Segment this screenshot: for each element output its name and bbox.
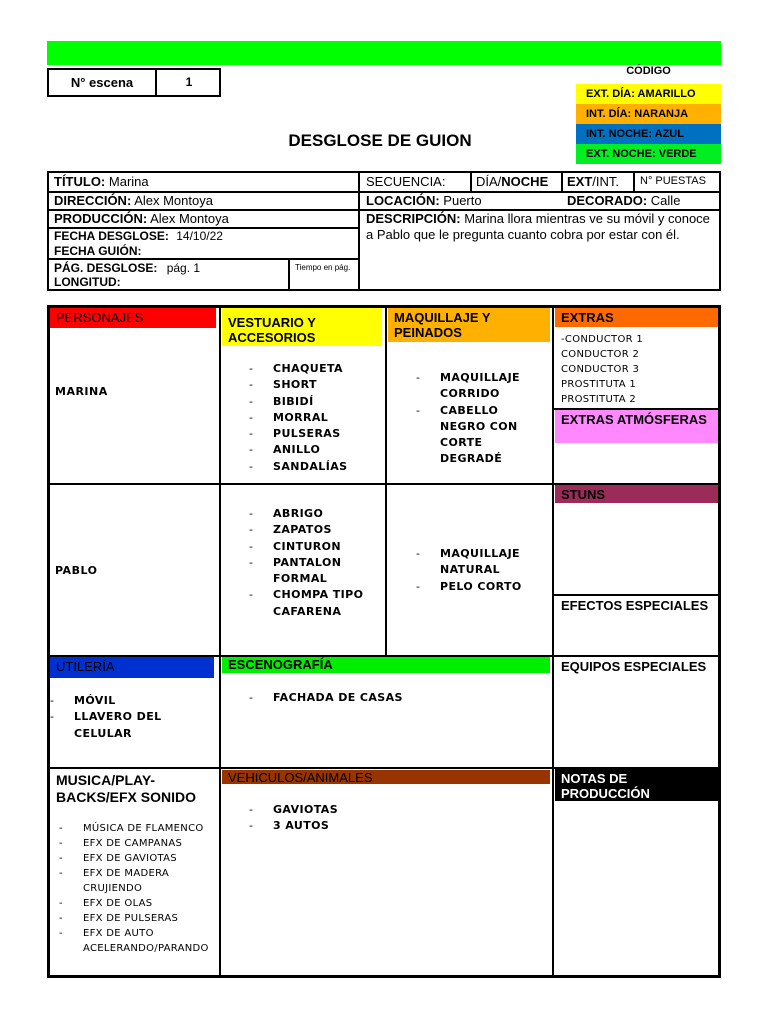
maquillaje-pablo-list xyxy=(416,546,546,595)
locacion-value: Puerto xyxy=(443,193,482,208)
longitud-label: LONGITUD: xyxy=(54,275,121,289)
personaje-pablo: PABLO xyxy=(55,564,98,577)
list-item: - EFX DE GAVIOTAS xyxy=(59,851,217,866)
list-item: - EFX DE OLAS xyxy=(59,896,217,911)
escenografia-list xyxy=(249,690,539,706)
utileria-header: UTILERÍA xyxy=(50,657,214,678)
musica-header: MUSICA/PLAY-BACKS/EFX SONIDO xyxy=(56,772,197,805)
list-item: - SHORT xyxy=(249,377,381,393)
list-item: - MAQUILLAJE CORRIDO xyxy=(416,370,546,403)
codigo-int-noche: INT. NOCHE: AZUL xyxy=(576,124,721,144)
list-item: - MÓVIL xyxy=(50,693,216,709)
descripcion-label: DESCRIPCIÓN: xyxy=(366,211,461,226)
maquillaje-marina-list xyxy=(416,370,546,468)
vehiculos-list xyxy=(249,802,539,835)
titulo-value: Marina xyxy=(108,174,149,189)
equipos-especiales-header: EQUIPOS ESPECIALES xyxy=(561,659,707,674)
top-color-bar xyxy=(47,41,721,65)
int-label: /INT. xyxy=(592,174,620,189)
descripcion-value: Marina llora mientras ve su móvil y conoce a Pablo que le pregunta cuanto cobra por estar con él. xyxy=(366,211,710,242)
scene-label: N° escena xyxy=(49,70,157,95)
list-item: - MORRAL xyxy=(249,410,381,426)
codigo-ext-dia: EXT. DÍA: AMARILLO xyxy=(576,84,721,104)
list-item: - PULSERAS xyxy=(249,426,381,442)
personaje-marina: MARINA xyxy=(55,385,108,398)
list-item: - ABRIGO xyxy=(249,506,381,522)
decorado-value: Calle xyxy=(650,193,681,208)
personajes-header: PERSONAJES xyxy=(50,308,216,328)
list-item: - CINTURON xyxy=(249,539,381,555)
scene-number-box xyxy=(47,68,221,97)
list-item: CONDUCTOR 2 xyxy=(561,349,640,360)
extras-header: EXTRAS xyxy=(555,308,718,327)
list-item: -CONDUCTOR 1 xyxy=(561,334,644,345)
list-item: - CABELLO NEGRO CON CORTE DEGRADÉ xyxy=(416,403,546,468)
list-item: - ZAPATOS xyxy=(249,522,381,538)
list-item: - PANTALON FORMAL xyxy=(249,555,381,588)
decorado-label: DECORADO: xyxy=(567,193,648,208)
list-item: - EFX DE PULSERAS xyxy=(59,911,217,926)
maquillaje-header: MAQUILLAJE Y PEINADOS xyxy=(388,308,550,342)
list-item: - MAQUILLAJE NATURAL xyxy=(416,546,546,579)
efectos-especiales-header: EFECTOS ESPECIALES xyxy=(561,598,709,613)
codigo-title: CÓDIGO xyxy=(626,65,671,77)
list-item: - EFX DE MADERA CRUJIENDO xyxy=(59,866,217,896)
stuns-header: STUNS xyxy=(555,485,718,503)
pag-desglose-value: pág. 1 xyxy=(166,261,201,275)
fecha-guion-label: FECHA GUIÓN: xyxy=(54,244,142,258)
extras-list xyxy=(561,332,643,407)
noche-label: NOCHE xyxy=(501,174,549,189)
musica-list xyxy=(59,821,217,956)
pag-desglose-label: PÁG. DESGLOSE: xyxy=(54,261,158,275)
list-item: - PELO CORTO xyxy=(416,579,546,595)
page-title: DESGLOSE DE GUION xyxy=(288,131,472,150)
list-item: - EFX DE AUTO ACELERANDO/PARANDO xyxy=(59,926,217,956)
scene-number: 1 xyxy=(185,75,193,89)
list-item: - CHAQUETA xyxy=(249,361,381,377)
escenografia-header: ESCENOGRAFÍA xyxy=(222,657,550,673)
produccion-label: PRODUCCIÓN: xyxy=(54,211,148,226)
list-item: PROSTITUTA 2 xyxy=(561,394,636,405)
list-item: - SANDALÍAS xyxy=(249,459,381,475)
ext-label: EXT xyxy=(567,174,593,189)
puestas-label: N° PUESTAS xyxy=(640,175,706,187)
list-item: - BIBIDÍ xyxy=(249,394,381,410)
locacion-label: LOCACIÓN: xyxy=(366,193,440,208)
list-item: - MÚSICA DE FLAMENCO xyxy=(59,821,217,836)
list-item: - GAVIOTAS xyxy=(249,802,539,818)
utileria-list xyxy=(50,693,216,742)
codigo-int-dia: INT. DÍA: NARANJA xyxy=(576,104,721,124)
vestuario-marina-list xyxy=(249,361,381,475)
list-item: PROSTITUTA 1 xyxy=(561,379,636,390)
fecha-desglose-value: 14/10/22 xyxy=(176,229,223,243)
list-item: - FACHADA DE CASAS xyxy=(249,690,539,706)
codigo-ext-noche: EXT. NOCHE: VERDE xyxy=(576,144,721,164)
list-item: - 3 AUTOS xyxy=(249,818,539,834)
produccion-value: Alex Montoya xyxy=(150,211,229,226)
titulo-label: TÍTULO: xyxy=(54,174,106,189)
dia-label: DÍA/ xyxy=(476,174,502,189)
direccion-label: DIRECCIÓN: xyxy=(54,193,132,208)
list-item: - ANILLO xyxy=(249,442,381,458)
secuencia-label: SECUENCIA: xyxy=(366,174,446,189)
vehiculos-header: VEHICULOS/ANIMALES xyxy=(222,770,550,784)
tiempo-label: Tiempo en pág. xyxy=(295,263,351,272)
list-item: CONDUCTOR 3 xyxy=(561,364,640,375)
notas-produccion-header: NOTAS DE PRODUCCIÓN xyxy=(555,769,721,801)
vestuario-pablo-list xyxy=(249,506,381,620)
extras-atmosferas-header: EXTRAS ATMÓSFERAS xyxy=(555,410,718,443)
vestuario-header: VESTUARIO Y ACCESORIOS xyxy=(222,308,382,346)
direccion-value: Alex Montoya xyxy=(134,193,213,208)
fecha-desglose-label: FECHA DESGLOSE: xyxy=(54,229,169,243)
list-item: - EFX DE CAMPANAS xyxy=(59,836,217,851)
list-item: - LLAVERO DEL CELULAR xyxy=(50,709,216,742)
list-item: - CHOMPA TIPO CAFARENA xyxy=(249,587,381,620)
